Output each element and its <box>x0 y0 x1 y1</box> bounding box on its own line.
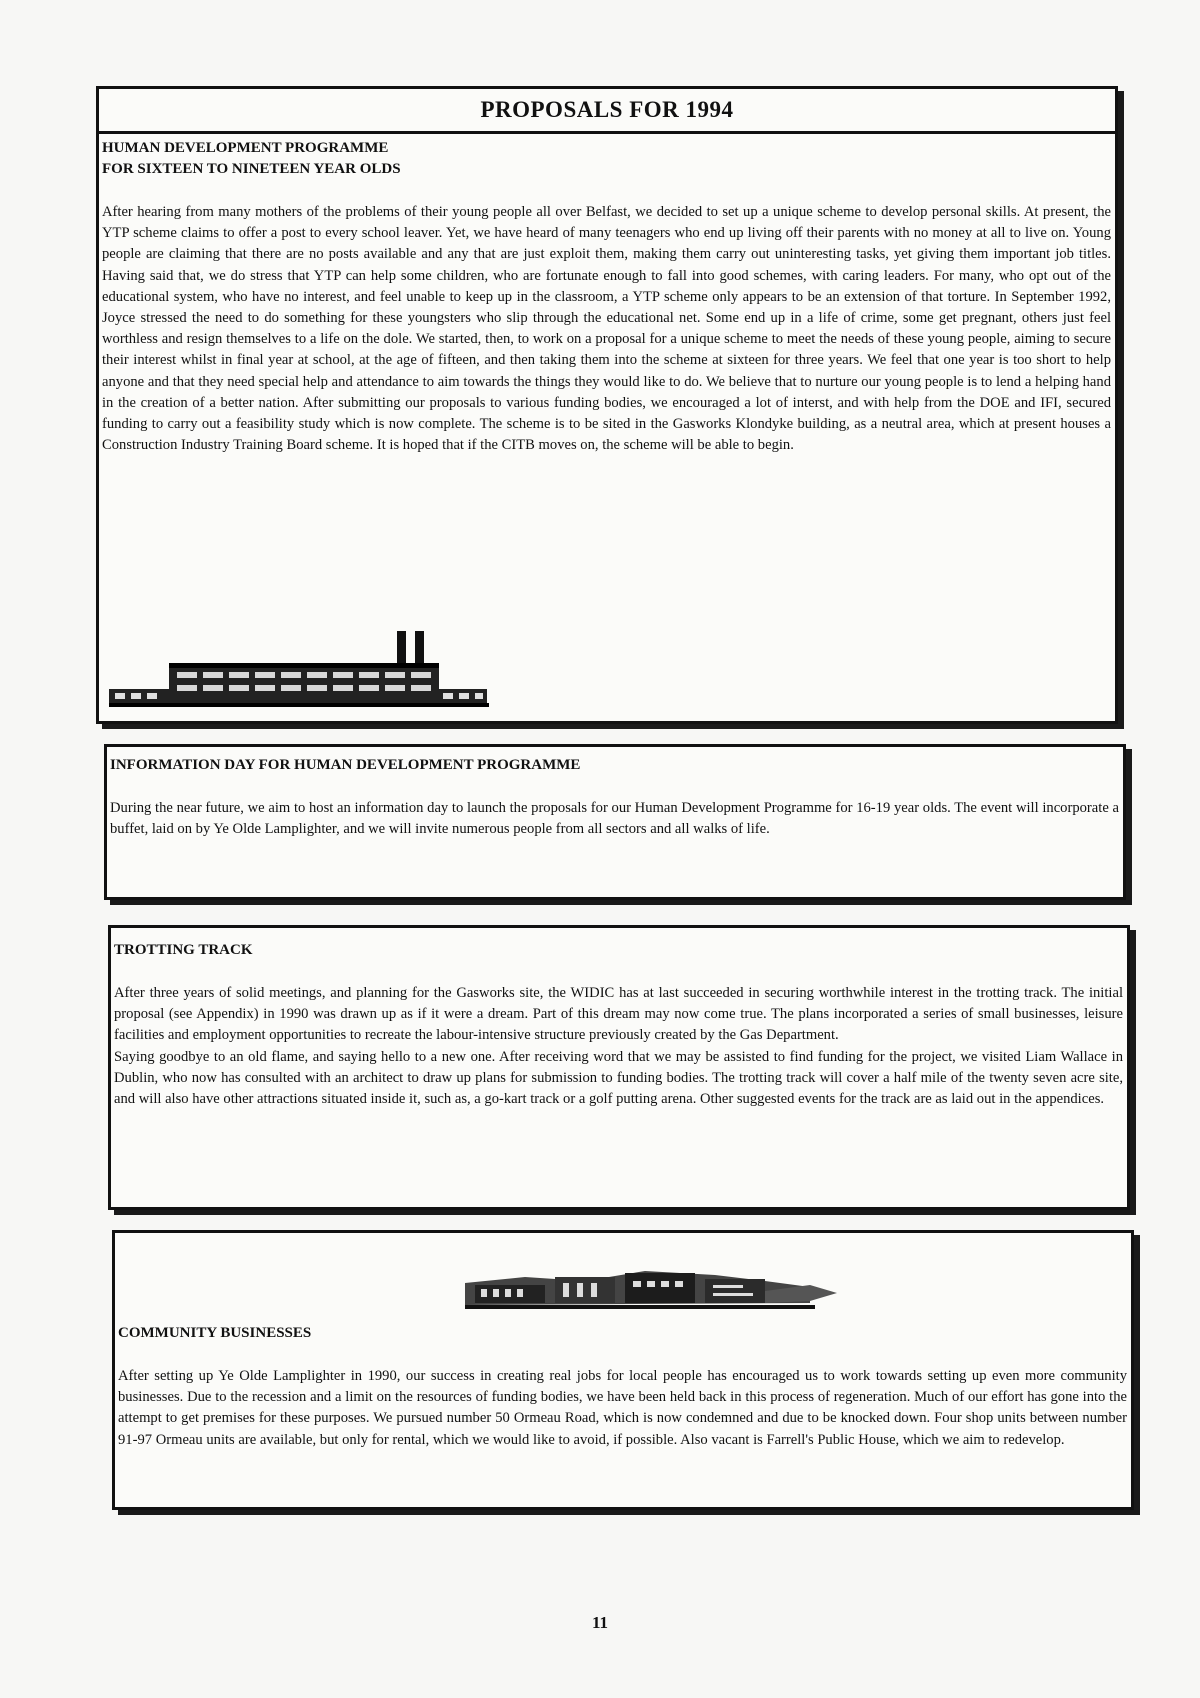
hdp-heading-line1: HUMAN DEVELOPMENT PROGRAMME <box>102 140 389 156</box>
trotting-track-box <box>108 925 1130 1210</box>
city-buildings-icon <box>465 1263 845 1318</box>
info-day-heading: INFORMATION DAY FOR HUMAN DEVELOPMENT PROGRAMME <box>110 757 581 773</box>
gasworks-factory-icon <box>109 629 489 714</box>
community-businesses-box <box>112 1230 1134 1510</box>
info-day-body: During the near future, we aim to host an information day to launch the proposals for our Human Development Programme for 16-19 year olds. The event will incorporate a buffet, laid on by Ye Olde Lamplighter, and we will invite numerous people from all sectors and all walks of life. <box>110 800 1119 838</box>
page-number: 11 <box>591 1613 609 1632</box>
information-day-box <box>104 744 1126 900</box>
page-title: PROPOSALS FOR 1994 <box>99 89 1115 134</box>
proposals-box <box>96 86 1118 724</box>
hdp-heading-line2: FOR SIXTEEN TO NINETEEN YEAR OLDS <box>102 161 401 177</box>
hdp-body: After hearing from many mothers of the problems of their young people all over Belfast, we decided to set up a unique scheme to develop personal skills. At present, the YTP scheme claims to offer a post to every school leaver. Yet, we have heard of many teenagers who end up living off their parents with no money at all to live on. Young people are claiming that there are no posts available and any that are just exploit them, making them carry out uninteresting tasks, yet giving them important job titles. Having said that, we do stress that YTP can help some children, who are fortunate enough to fall into good schemes, with caring leaders. For many, who opt out of the educational system, who have no interest, and feel unable to keep up in the classroom, a YTP scheme only appears to be an extension of that torture. In September 1992, Joyce stressed the need to do something for these youngsters who slip through the educational net. Some end up in a life of crime, some get pregnant, others just feel worthless and resign themselves to a life on the dole. We started, then, to work on a proposal for a unique scheme to meet the needs of these young people, aiming to secure their interest whilst in final year at school, at the age of fifteen, and then taking them into the scheme at sixteen for three years. We feel that one year is too short to help anyone and that they need special help and attendance to aim towards the things they would like to do. We believe that to nurture our young people is to lend a helping hand in the creation of a better nation. After submitting our proposals to various funding bodies, we encouraged a lot of interst, and with help from the DOE and IFI, secured funding to carry out a feasibility study which is now complete. The scheme is to be sited in the Gasworks Klondyke building, as a neutral area, which at present houses a Construction Industry Training Board scheme. It is hoped that if the CITB moves on, the scheme will be able to begin. <box>102 204 1111 454</box>
hdp-section <box>99 134 1115 456</box>
community-body: After setting up Ye Olde Lamplighter in 1990, our success in creating real jobs for local people has encouraged us to work towards setting up even more community businesses. Due to the recession and a limit on the resources of funding bodies, we have been held back in this process of regeneration. Much of our effort has gone into the attempt to get premises for these purposes. We pursued number 50 Ormeau Road, which is now condemned and due to be knocked down. Four shop units between number 91-97 Ormeau units are available, but only for rental, which we would like to avoid, if possible. Also vacant is Farrell's Public House, which we aim to redevelop. <box>118 1368 1127 1448</box>
trotting-body-2: Saying goodbye to an old flame, and saying hello to a new one. After receiving word that we may be assisted to find funding for the project, we visited Liam Wallace in Dublin, who now has consulted with an architect to draw up plans for submission to funding bodies. The trotting track will cover a half mile of the twenty seven acre site, and will also have other attractions situated inside it, such as, a go-kart track or a golf putting arena. Other suggested events for the track are as laid out in the appendices. <box>114 1048 1123 1108</box>
trotting-heading: TROTTING TRACK <box>114 942 253 958</box>
community-heading: COMMUNITY BUSINESSES <box>118 1325 312 1341</box>
trotting-body-1: After three years of solid meetings, and planning for the Gasworks site, the WIDIC has at last succeeded in securing worthwhile interest in the trotting track. The initial proposal (see Appendix) in 1990 was drawn up as if it were a dream. Part of this dream may now come true. The plans incorporated a series of small businesses, leisure facilities and employment opportunities to recreate the labour-intensive structure previously created by the Gas Department. <box>114 985 1123 1044</box>
